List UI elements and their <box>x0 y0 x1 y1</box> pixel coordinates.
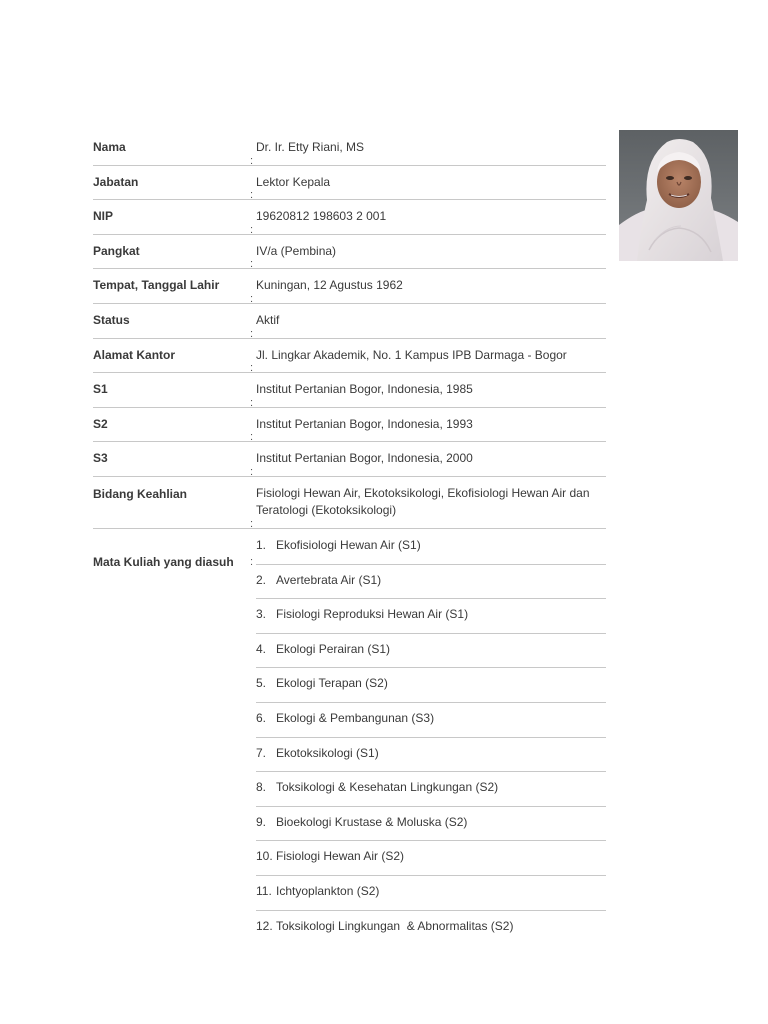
course-number: 5. <box>256 676 267 691</box>
course-number: 4. <box>256 641 267 656</box>
field-label: S1 <box>93 382 108 397</box>
profile-row-jabatan <box>93 166 606 201</box>
course-text: Ekologi Perairan (S1) <box>276 641 391 656</box>
separator: : <box>250 362 254 375</box>
course-text: Ekofisiologi Hewan Air (S1) <box>276 538 421 552</box>
course-text: Fisiologi Hewan Air (S2) <box>276 849 405 864</box>
course-number: 8. <box>256 780 267 795</box>
field-label: Nama <box>93 140 126 154</box>
course-number: 7. <box>256 745 267 760</box>
course-number: 11. <box>256 883 272 898</box>
separator: : <box>250 431 254 444</box>
course-number: 9. <box>256 814 267 829</box>
field-value: Lektor Kepala <box>256 174 331 189</box>
course-text: Fisiologi Reproduksi Hewan Air (S1) <box>276 607 469 622</box>
field-label: S3 <box>93 451 108 466</box>
profile-photo <box>619 130 738 261</box>
separator: : <box>250 154 254 167</box>
field-label: Status <box>93 312 130 327</box>
separator: : <box>250 327 254 340</box>
list-item <box>256 876 606 911</box>
profile-table <box>93 131 606 529</box>
course-text: Bioekologi Krustase & Moluska (S2) <box>276 814 468 829</box>
courses-label: Mata Kuliah yang diasuh <box>93 555 234 569</box>
separator: : <box>250 517 254 530</box>
course-text: Ichtyoplankton (S2) <box>276 883 380 898</box>
separator: : <box>250 258 254 271</box>
profile-row-tempat-tanggal-lahir <box>93 269 606 304</box>
profile-row-alamat-kantor <box>93 339 606 374</box>
course-number: 10. <box>256 849 273 864</box>
profile-row-status <box>93 304 606 339</box>
profile-row-nama <box>93 131 606 166</box>
field-value: IV/a (Pembina) <box>256 243 337 258</box>
separator: : <box>250 223 254 236</box>
separator: : <box>250 292 254 305</box>
list-item <box>256 634 606 669</box>
course-number: 3. <box>256 607 267 622</box>
profile-row-s2 <box>93 408 606 443</box>
separator: : <box>250 189 254 202</box>
field-value: 19620812 198603 2 001 <box>256 209 387 224</box>
field-value: Institut Pertanian Bogor, Indonesia, 2000 <box>256 451 473 466</box>
field-label: NIP <box>93 209 114 224</box>
course-text: Toksikologi Lingkungan & Abnormalitas (S2) <box>276 918 514 933</box>
course-number: 6. <box>256 710 267 725</box>
course-text: Toksikologi & Kesehatan Lingkungan (S2) <box>276 780 499 795</box>
course-number: 12. <box>256 918 273 933</box>
field-label: Jabatan <box>93 174 139 189</box>
profile-row-bidang-keahlian <box>93 477 606 529</box>
field-value: Dr. Ir. Etty Riani, MS <box>256 140 365 154</box>
course-text: Avertebrata Air (S1) <box>276 572 382 587</box>
field-label: Pangkat <box>93 243 140 258</box>
field-value: Jl. Lingkar Akademik, No. 1 Kampus IPB Darmaga - Bogor <box>256 347 567 362</box>
list-item <box>256 530 606 565</box>
course-text: Ekotoksikologi (S1) <box>276 745 379 760</box>
field-value: Aktif <box>256 312 280 327</box>
list-item <box>256 841 606 876</box>
list-item <box>256 599 606 634</box>
field-value: Kuningan, 12 Agustus 1962 <box>256 278 403 293</box>
field-value: Fisiologi Hewan Air, Ekotoksikologi, Ekofisiologi Hewan Air dan Teratologi (Ekotoksikologi) <box>256 485 590 517</box>
list-item <box>256 772 606 807</box>
list-item <box>256 911 606 946</box>
list-item <box>256 807 606 842</box>
course-list <box>256 530 606 945</box>
profile-row-s1 <box>93 373 606 408</box>
separator: : <box>250 465 254 478</box>
list-item <box>256 565 606 600</box>
list-item <box>256 738 606 773</box>
field-label: Alamat Kantor <box>93 347 176 362</box>
profile-row-s3 <box>93 442 606 477</box>
profile-row-nip <box>93 200 606 235</box>
course-number: 1. <box>256 538 267 552</box>
profile-row-pangkat <box>93 235 606 270</box>
course-text: Ekologi & Pembangunan (S3) <box>276 710 435 725</box>
course-number: 2. <box>256 572 267 587</box>
list-item <box>256 703 606 738</box>
field-value: Institut Pertanian Bogor, Indonesia, 1985 <box>256 382 473 397</box>
field-label: Bidang Keahlian <box>93 486 188 501</box>
field-value: Institut Pertanian Bogor, Indonesia, 1993 <box>256 416 473 431</box>
field-label: Tempat, Tanggal Lahir <box>93 278 220 293</box>
course-text: Ekologi Terapan (S2) <box>276 676 388 691</box>
separator: : <box>250 396 254 409</box>
field-label: S2 <box>93 416 108 431</box>
portrait-image <box>619 130 738 261</box>
list-item <box>256 668 606 703</box>
separator: : <box>250 556 254 568</box>
